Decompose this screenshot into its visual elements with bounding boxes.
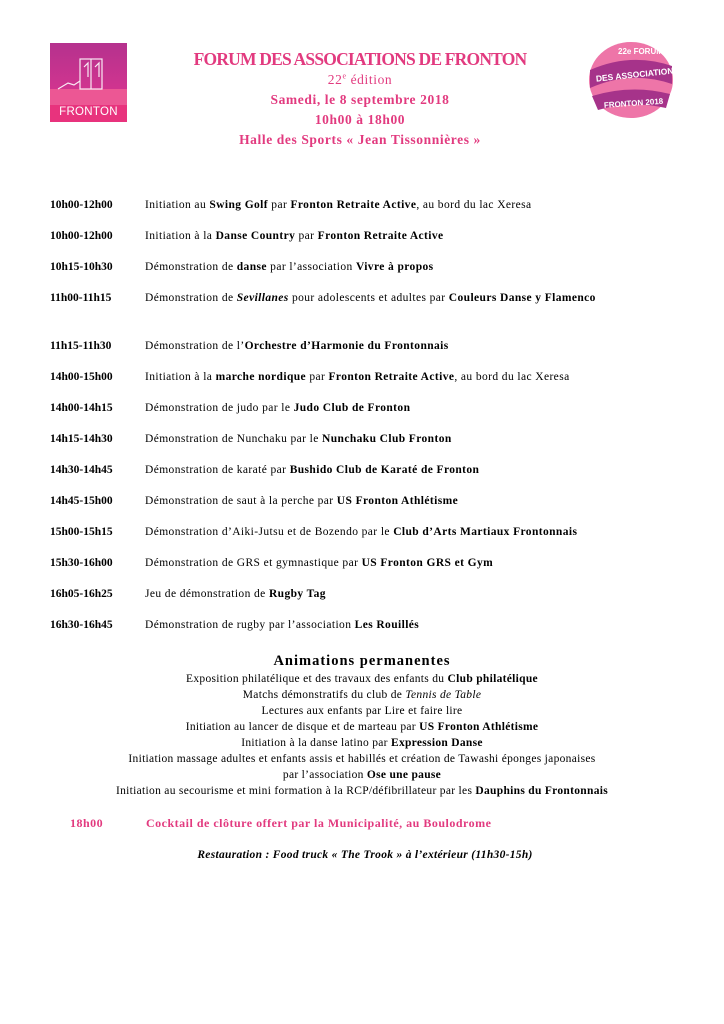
schedule-row [50,587,680,603]
highlight-text: Expression Danse [390,737,483,749]
plain-text: Démonstration de Nunchaku par le [145,433,323,445]
highlight-text: Sevillanes [236,292,289,304]
plain-text: par l’association [266,261,356,273]
schedule-time: 14h00-15h00 [50,371,113,383]
schedule-description [145,463,680,479]
highlight-text: marche nordique [215,371,307,383]
plain-text: Démonstration de [145,261,237,273]
schedule-row [50,432,680,448]
logo-line1: 22e FORUM [618,47,663,56]
schedule-row [50,229,680,245]
plain-text: par l’association [282,769,367,781]
highlight-text: US Fronton Athlétisme [419,721,539,733]
animation-item [46,671,678,687]
plain-text: Démonstration de karaté par [145,464,290,476]
highlight-text: Bushido Club de Karaté de Fronton [289,464,480,476]
fronton-logo [50,43,127,122]
animation-item [46,751,678,767]
schedule-row [50,618,680,634]
animation-item [46,703,678,719]
highlight-text: US Fronton GRS et Gym [361,557,494,569]
page-title: FORUM DES ASSOCIATIONS DE FRONTON [193,49,527,69]
castle-icon [50,43,127,105]
highlight-text: Orchestre d’Harmonie du Frontonnais [244,340,449,352]
plain-text: Initiation à la [145,230,216,242]
plain-text: Initiation à la [145,371,216,383]
animations-heading: Animations permanentes [273,653,451,669]
highlight-text: Tennis de Table [405,689,482,701]
plain-text: Initiation à la danse latino par [241,737,391,749]
schedule-description [145,525,680,541]
closing-text: Cocktail de clôture offert par la Municipalité, au Boulodrome [146,816,492,830]
plain-text: par [295,230,318,242]
event-date: Samedi, le 8 septembre 2018 [270,92,450,107]
plain-text: Exposition philatélique et des travaux des enfants du [186,673,448,685]
schedule-time: 11h00-11h15 [50,292,112,304]
schedule-row [50,401,680,417]
plain-text: Démonstration de GRS et gymnastique par [145,557,362,569]
highlight-text: Club d’Arts Martiaux Frontonnais [393,526,578,538]
schedule-row [50,370,680,386]
highlight-text: Couleurs Danse y Flamenco [448,292,596,304]
schedule-description [145,229,680,245]
schedule-description [145,494,680,510]
schedule-row [50,339,680,355]
plain-text: , au bord du lac Xeresa [454,371,570,383]
edition-number: 22 [327,72,343,87]
plain-text: Démonstration de saut à la perche par [145,495,337,507]
logo-text: FRONTON [59,106,118,118]
schedule-row [50,556,680,572]
edition-word: édition [346,72,393,87]
schedule-time: 10h15-10h30 [50,261,113,273]
logo-line3: FRONTON 2018 [603,96,664,110]
schedule-time: 16h05-16h25 [50,588,113,600]
plain-text: par [268,199,291,211]
highlight-text: Fronton Retraite Active [328,371,455,383]
plain-text: Démonstration de l’ [145,340,245,352]
schedule-time: 15h30-16h00 [50,557,113,569]
plain-text: Démonstration d’Aiki-Jutsu et de Bozendo par le [145,526,394,538]
highlight-text: Dauphins du Frontonnais [475,785,609,797]
plain-text: Lectures aux enfants par Lire et faire lire [261,705,463,717]
schedule-row [50,260,680,276]
schedule-description [145,339,680,355]
schedule-row [50,463,680,479]
schedule-time: 14h00-14h15 [50,402,113,414]
animation-item [46,767,678,783]
schedule-time: 14h45-15h00 [50,495,113,507]
schedule-row [50,494,680,510]
edition [140,70,580,90]
schedule-description [145,260,680,276]
forum-logo [586,40,676,120]
highlight-text: US Fronton Athlétisme [336,495,459,507]
schedule-time: 14h30-14h45 [50,464,113,476]
animation-item [46,719,678,735]
highlight-text: Fronton Retraite Active [290,199,417,211]
plain-text: pour adolescents et adultes par [288,292,449,304]
highlight-text: danse [236,261,267,273]
schedule-row [50,198,680,214]
event-hours: 10h00 à 18h00 [314,112,406,127]
highlight-text: Ose une pause [366,769,442,781]
highlight-text: Swing Golf [209,199,269,211]
schedule-description [145,432,680,448]
animation-item [46,735,678,751]
schedule-description [145,618,680,634]
schedule-description [145,556,680,572]
plain-text: Jeu de démonstration de [145,588,269,600]
highlight-text: Vivre à propos [355,261,434,273]
plain-text: Initiation massage adultes et enfants assis et habillés et création de Tawashi éponges japonaises [128,753,596,765]
plain-text: Démonstration de judo par le [145,402,294,414]
event-venue: Halle des Sports « Jean Tissonnières » [239,132,481,147]
schedule-time: 10h00-12h00 [50,230,113,242]
plain-text: Démonstration de [145,292,237,304]
schedule-description [145,401,680,417]
plain-text: Démonstration de rugby par l’association [145,619,355,631]
schedule-description [145,587,680,603]
highlight-text: Fronton Retraite Active [317,230,444,242]
highlight-text: Rugby Tag [268,588,326,600]
plain-text: Matchs démonstratifs du club de [242,689,406,701]
schedule-description [145,370,680,386]
closing-event [70,816,670,831]
schedule-time: 16h30-16h45 [50,619,113,631]
schedule-time: 15h00-15h15 [50,526,113,538]
schedule-row [50,525,680,541]
restauration-note: Restauration : Food truck « The Trook » à l’extérieur (11h30-15h) [197,849,533,861]
highlight-text: Les Rouillés [354,619,420,631]
animation-item [46,783,678,799]
schedule-description [145,291,680,307]
highlight-text: Danse Country [215,230,296,242]
schedule-time: 14h15-14h30 [50,433,113,445]
highlight-text: Judo Club de Fronton [293,402,411,414]
highlight-text: Nunchaku Club Fronton [322,433,452,445]
animation-item [46,687,678,703]
schedule-description [145,198,680,214]
plain-text: , au bord du lac Xeresa [416,199,532,211]
plain-text: Initiation au secourisme et mini formation à la RCP/défibrillateur par les [115,785,476,797]
plain-text: Initiation au [145,199,210,211]
schedule-time: 10h00-12h00 [50,199,113,211]
schedule-time: 11h15-11h30 [50,340,112,352]
animations-list [46,671,678,799]
schedule-row [50,291,680,307]
event-header [140,48,580,150]
plain-text: Initiation au lancer de disque et de marteau par [185,721,420,733]
logo-line2: DES ASSOCIATIONS [595,64,676,84]
edition-suffix: e [342,71,347,81]
animations-section [46,651,678,799]
highlight-text: Club philatélique [447,673,538,685]
closing-time: 18h00 [70,816,104,830]
plain-text: par [306,371,329,383]
